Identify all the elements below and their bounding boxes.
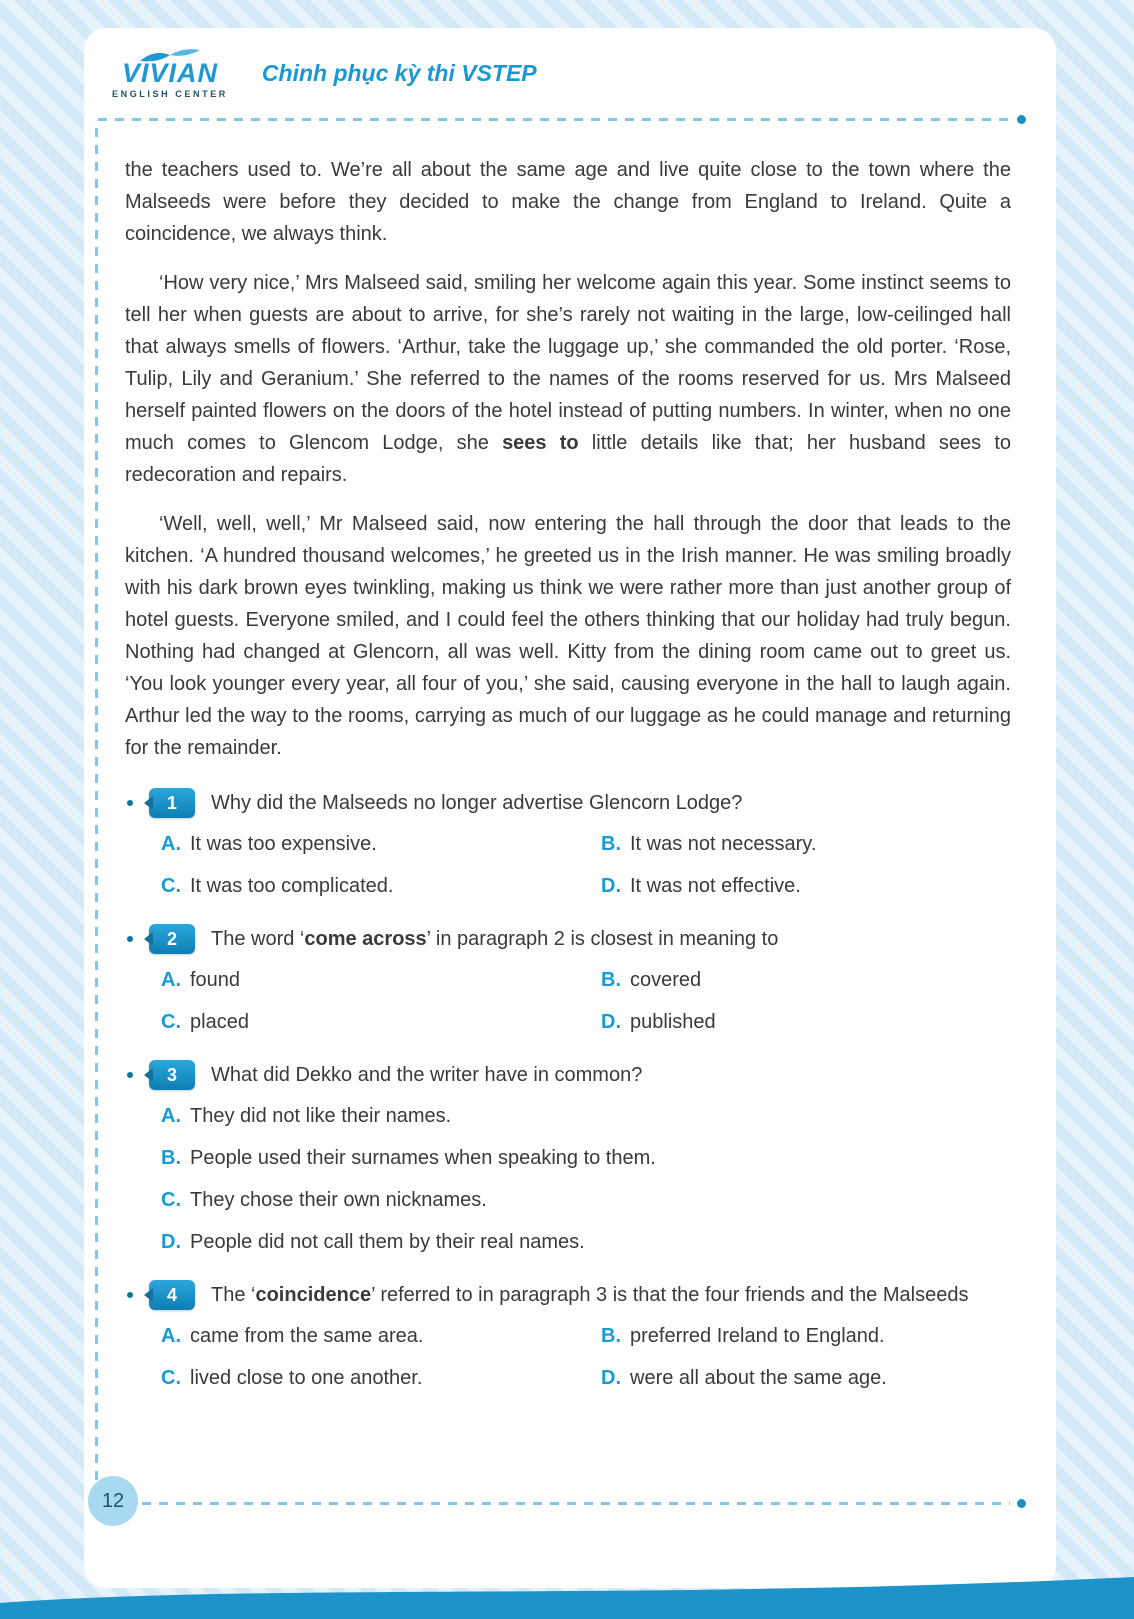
question-4-text: The ‘coincidence’ referred to in paragraph 3 is that the four friends and the Malseeds — [211, 1284, 969, 1306]
question-number: 4 — [166, 1284, 177, 1305]
option-label: B. — [601, 969, 621, 991]
option-item — [161, 872, 601, 900]
passage-paragraph-2: ‘How very nice,’ Mrs Malseed said, smiling her welcome again this year. Some instinct seems to tell her when guests are about to arrive, for she’s rarely not waiting in the large, low-ceilinged hall that always smells of flowers. ‘Arthur, take the luggage up,’ she commanded the old porter. ‘Rose, Tulip, Lily and Geranium.’ She referred to the names of the rooms reserved for us. Mrs Malseed herself painted flowers on the doors of the hotel instead of putting numbers. In winter, when no one much comes to Glencom Lodge, she sees to little details like that; her husband sees to redecoration and repairs. — [125, 272, 1011, 486]
option-item — [161, 1102, 1011, 1130]
question-2-text: The word ‘come across’ in paragraph 2 is closest in meaning to — [211, 928, 779, 950]
question-1-number-badge — [149, 788, 195, 818]
option-label: D. — [601, 875, 621, 897]
question-1-options — [161, 830, 1011, 900]
question-number: 2 — [166, 928, 177, 949]
question-number: 1 — [166, 792, 177, 813]
option-text: placed — [190, 1011, 249, 1033]
option-text: came from the same area. — [190, 1325, 424, 1347]
dashed-border-bottom — [142, 1502, 1010, 1505]
option-text: They did not like their names. — [190, 1105, 452, 1127]
option-text: They chose their own nicknames. — [190, 1189, 487, 1211]
question-3 — [125, 1060, 1011, 1090]
option-item — [161, 830, 601, 858]
question-3-number-badge — [149, 1060, 195, 1090]
bold-keyword: come across — [304, 928, 427, 950]
dashed-border-top — [98, 118, 1010, 121]
option-item — [601, 872, 1011, 900]
option-text: People did not call them by their real names. — [190, 1231, 585, 1253]
question-4-number-badge — [149, 1280, 195, 1310]
option-label: B. — [601, 1325, 621, 1347]
option-text: lived close to one another. — [190, 1367, 423, 1389]
option-label: D. — [601, 1367, 621, 1389]
option-text: published — [630, 1011, 716, 1033]
question-2 — [125, 924, 1011, 954]
option-label: A. — [161, 1325, 181, 1347]
question-2-options — [161, 966, 1011, 1036]
question-1 — [125, 788, 1011, 818]
option-text: were all about the same age. — [630, 1367, 887, 1389]
option-item — [601, 966, 1011, 994]
question-3-options — [161, 1102, 1011, 1256]
option-text: People used their surnames when speaking to them. — [190, 1147, 656, 1169]
question-1-text: Why did the Malseeds no longer advertise Glencorn Lodge? — [211, 792, 743, 814]
option-label: B. — [601, 833, 621, 855]
option-label: A. — [161, 833, 181, 855]
page-header — [112, 48, 537, 99]
option-item — [161, 966, 601, 994]
reading-passage-and-questions — [125, 154, 1011, 1402]
logo-text: VIVIAN — [121, 58, 218, 88]
question-4-options — [161, 1322, 1011, 1392]
vivian-logo — [112, 48, 228, 99]
bottom-wave-decoration — [0, 1567, 1134, 1619]
option-item — [161, 1186, 1011, 1214]
question-number: 3 — [166, 1064, 177, 1085]
option-label: C. — [161, 1189, 181, 1211]
bold-keyword: sees to — [502, 432, 579, 454]
option-text: preferred Ireland to England. — [630, 1325, 885, 1347]
question-3-text: What did Dekko and the writer have in common? — [211, 1064, 643, 1086]
option-text: found — [190, 969, 241, 991]
passage-paragraph-1: the teachers used to. We’re all about the same age and live quite close to the town where the Malseeds were before they decided to make the change from England to Ireland. Quite a coincidence, we always think. — [125, 159, 1011, 245]
logo-subtext: ENGLISH CENTER — [112, 89, 228, 99]
option-item — [161, 1322, 601, 1350]
option-label: C. — [161, 875, 181, 897]
option-text: It was not necessary. — [630, 833, 817, 855]
option-text: covered — [630, 969, 702, 991]
option-item — [601, 1008, 1011, 1036]
bold-keyword: coincidence — [255, 1284, 372, 1306]
page-number-badge — [88, 1476, 138, 1526]
corner-dot-icon — [1017, 115, 1026, 124]
option-item — [161, 1144, 1011, 1172]
option-label: D. — [161, 1231, 181, 1253]
option-label: D. — [601, 1011, 621, 1033]
option-item — [161, 1364, 601, 1392]
option-item — [601, 1364, 1011, 1392]
option-text: It was not effective. — [630, 875, 801, 897]
option-item — [161, 1008, 601, 1036]
option-label: C. — [161, 1011, 181, 1033]
option-text: It was too complicated. — [190, 875, 394, 897]
content-card — [84, 28, 1056, 1588]
option-item — [161, 1228, 1011, 1256]
passage-paragraph-3: ‘Well, well, well,’ Mr Malseed said, now entering the hall through the door that leads to the kitchen. ‘A hundred thousand welcomes,’ he greeted us in the Irish manner. He was smiling broadly with his dark brown eyes twinkling, making us think we were rather more than just another group of hotel guests. Everyone smiled, and I could feel the others thinking that our holiday had truly begun. Nothing had changed at Glencorn, all was well. Kitty from the dining room came out to greet us. ‘You look younger every year, all four of you,’ she said, causing everyone in the hall to laugh again. Arthur led the way to the rooms, carrying as much of our luggage as he could manage and returning for the remainder. — [125, 513, 1011, 759]
option-text: It was too expensive. — [190, 833, 377, 855]
page-number: 12 — [101, 1489, 125, 1512]
option-item — [601, 830, 1011, 858]
question-2-number-badge — [149, 924, 195, 954]
option-label: A. — [161, 969, 181, 991]
option-item — [601, 1322, 1011, 1350]
corner-dot-icon — [1017, 1499, 1026, 1508]
option-label: C. — [161, 1367, 181, 1389]
question-4 — [125, 1280, 1011, 1310]
option-label: B. — [161, 1147, 181, 1169]
header-slogan: Chinh phục kỳ thi VSTEP — [261, 60, 537, 86]
option-label: A. — [161, 1105, 181, 1127]
dashed-border-left — [95, 128, 98, 1498]
